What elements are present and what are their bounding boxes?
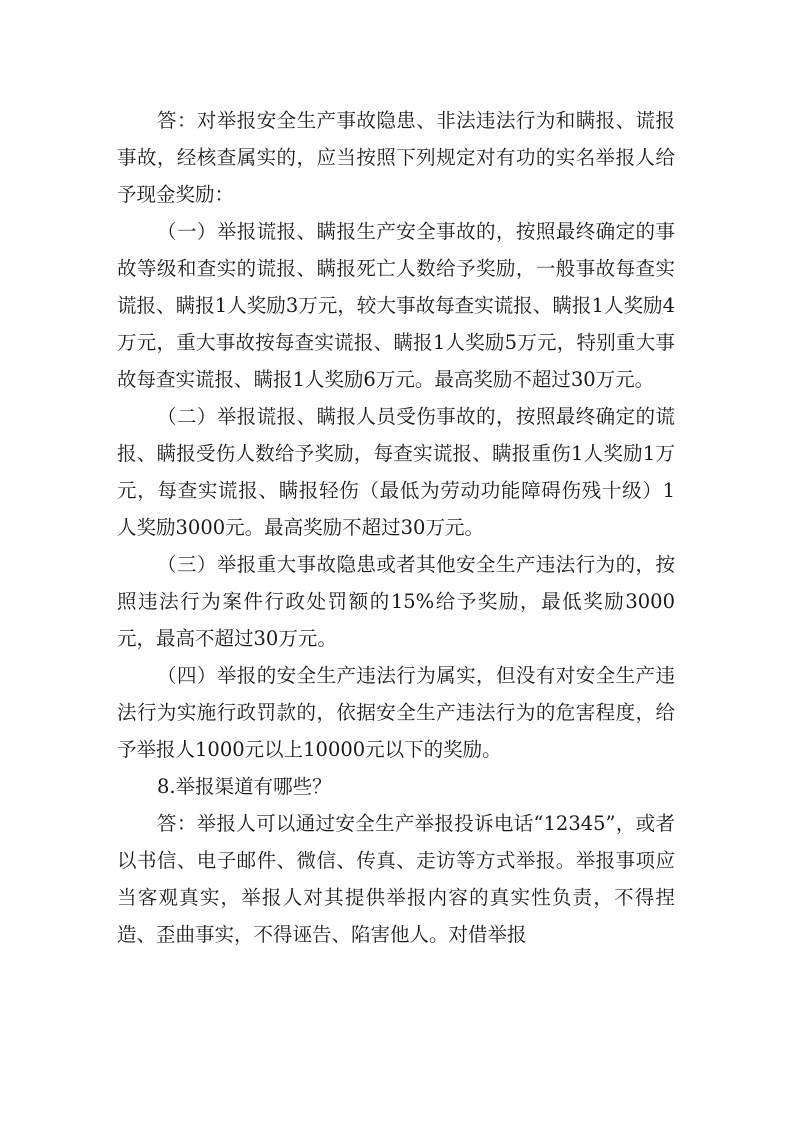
paragraph-reward-intro: 答：对举报安全生产事故隐患、非法违法行为和瞒报、谎报事故，经核查属实的，应当按照下列规定对有功的实名举报人给予现金奖励： [117, 109, 675, 206]
paragraph-report-channels: 答：举报人可以通过安全生产举报投诉电话“12345”，或者以书信、电子邮件、微信、传真、走访等方式举报。举报事项应当客观真实，举报人对其提供举报内容的真实性负责，不得捏造、歪曲事实，不得诬告、陷害他人。对借举报 [117, 812, 675, 946]
paragraph-reward-item-3: （三）举报重大事故隐患或者其他安全生产违法行为的，按照违法行为案件行政处罚额的15%给予奖励，最低奖励3000元，最高不超过30万元。 [117, 553, 675, 650]
question-heading-8: 8.举报渠道有哪些？ [157, 775, 332, 798]
paragraph-reward-item-2: （二）举报谎报、瞒报人员受伤事故的，按照最终确定的谎报、瞒报受伤人数给予奖励，每查实谎报、瞒报重伤1人奖励1万元，每查实谎报、瞒报轻伤（最低为劳动功能障碍伤残十级）1人奖励3000元。最高奖励不超过30万元。 [117, 405, 675, 539]
document-body [117, 102, 675, 953]
paragraph-reward-item-4: （四）举报的安全生产违法行为属实，但没有对安全生产违法行为实施行政罚款的，依据安全生产违法行为的危害程度，给予举报人1000元以上10000元以下的奖励。 [117, 664, 675, 761]
paragraph-reward-item-1: （一）举报谎报、瞒报生产安全事故的，按照最终确定的事故等级和查实的谎报、瞒报死亡人数给予奖励，一般事故每查实谎报、瞒报1人奖励3万元，较大事故每查实谎报、瞒报1人奖励4万元，重大事故按每查实谎报、瞒报1人奖励5万元，特别重大事故每查实谎报、瞒报1人奖励6万元。最高奖励不超过30万元。 [117, 220, 675, 391]
